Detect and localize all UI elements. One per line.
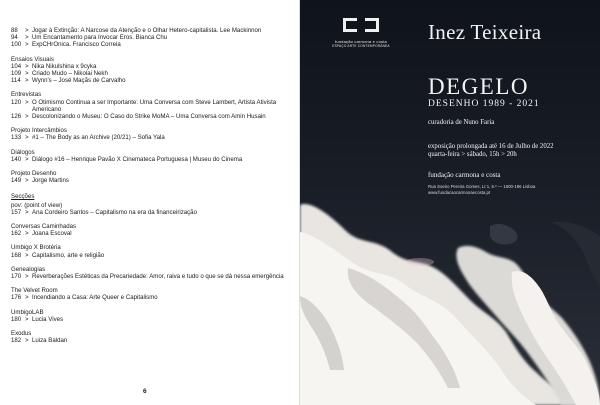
toc-entry xyxy=(11,316,288,323)
toc-page-number: 88 xyxy=(11,27,18,34)
toc-arrow: > xyxy=(25,134,29,142)
toc-section-title: Entrevistas xyxy=(11,91,42,99)
page-number: 6 xyxy=(143,388,147,395)
toc-entry-title: Descolonizando o Museu: O Caso do Strike MoMA – Uma Conversa com Amin Husain xyxy=(32,113,266,121)
toc-arrow: > xyxy=(25,294,29,302)
toc-entry-title: Um Encantamento para Invocar Eros. Bianca Chu xyxy=(32,34,168,42)
exhibition-poster xyxy=(300,0,600,405)
toc-arrow: > xyxy=(25,315,29,323)
toc-page-number: 140 xyxy=(11,155,22,163)
toc-arrow: > xyxy=(25,155,29,163)
toc-section xyxy=(11,287,288,301)
exhibition-subtitle: DESENHO 1989 - 2021 xyxy=(428,99,540,109)
toc-arrow: > xyxy=(25,27,29,34)
toc-arrow: > xyxy=(25,77,29,85)
foundation-name: fundação carmona e costa xyxy=(428,171,501,179)
toc-section-title: Projeto Desenho xyxy=(11,170,57,178)
toc-arrow: > xyxy=(25,251,29,259)
toc-arrow: > xyxy=(25,34,29,42)
foundation-logo xyxy=(330,16,392,49)
toc-entry xyxy=(11,252,288,259)
toc-section xyxy=(11,27,288,49)
toc-page-number: 100 xyxy=(11,41,22,49)
toc-section-title: Genealogias xyxy=(11,265,46,273)
toc-page-number: 168 xyxy=(11,251,22,259)
toc-entry-title: Reverberações Estéticas da Precariedade: Amor, raiva e tudo o que se dá nessa emergência xyxy=(32,273,284,281)
toc-entry xyxy=(11,209,288,216)
toc-entry xyxy=(11,27,288,34)
toc-page-number: 149 xyxy=(11,177,22,185)
toc-section-title: The Velvet Room xyxy=(11,287,58,295)
toc-page-number: 114 xyxy=(11,77,21,85)
toc-entry xyxy=(11,294,288,301)
toc-page-number: 180 xyxy=(11,315,22,323)
abstract-painting xyxy=(300,0,600,405)
toc-entry xyxy=(11,337,288,344)
toc-section xyxy=(11,309,288,323)
toc-section xyxy=(11,56,288,85)
toc-section-title: Ensaios Visuais xyxy=(11,55,54,63)
toc-section xyxy=(11,170,288,184)
toc-entry xyxy=(11,134,288,141)
toc-section xyxy=(11,149,288,163)
toc-section xyxy=(11,91,288,120)
secoes-heading: Secções xyxy=(11,193,35,201)
dates-line-2: quarta-feira > sábado, 15h > 20h xyxy=(428,151,517,159)
toc-section-title: Exodus xyxy=(11,330,32,338)
toc-entry xyxy=(11,77,288,84)
toc-section-title: Projeto Intercâmbios xyxy=(11,127,67,135)
toc-entry-title: Capitalismo, arte e religião xyxy=(32,251,105,259)
address-line-1: Rua Soeiro Pereira Gomes, Lt 1, 6.º — 1600-196 Lisboa xyxy=(428,184,536,189)
toc-entry-title: Joana Escoval xyxy=(32,230,72,238)
toc-entry-title: O Otimismo Continua a ser Importante: Uma Conversa com Steve Lambert, Artista Ativista Americano xyxy=(32,98,277,113)
exhibition-title: DEGELO xyxy=(428,74,529,99)
toc-arrow: > xyxy=(25,41,29,49)
toc-page-number: 170 xyxy=(11,273,22,281)
toc-entry xyxy=(11,230,288,237)
toc-entry xyxy=(11,156,288,163)
toc-page-number: 109 xyxy=(11,70,22,78)
toc-page-number: 176 xyxy=(11,294,22,302)
toc-section xyxy=(11,244,288,258)
toc-arrow: > xyxy=(25,62,29,70)
toc-page-number: 182 xyxy=(11,337,22,345)
toc-section-title: Conversas Caminhadas xyxy=(11,223,77,231)
toc-entry xyxy=(11,177,288,184)
toc-entry xyxy=(11,113,288,120)
toc-entry-title: Luiza Baldan xyxy=(32,337,68,345)
toc-section xyxy=(11,330,288,344)
toc-section xyxy=(11,202,288,216)
artist-name: Inez Teixeira xyxy=(428,20,542,44)
toc-arrow: > xyxy=(25,113,29,121)
toc-entry-title: Wynn's – José Maçãs de Carvalho xyxy=(32,77,126,85)
toc-section xyxy=(11,127,288,141)
toc-entry xyxy=(11,70,288,77)
toc-page-number: 157 xyxy=(11,208,22,216)
toc-page-number: 94 xyxy=(11,34,18,42)
toc-entry-title: Ana Cordeiro Santos – Capitalismo na era da financeirização xyxy=(32,208,197,216)
toc-arrow: > xyxy=(25,337,29,345)
toc-page-number: 162 xyxy=(11,230,22,238)
toc-entry-title: Incendiando a Casa: Arte Queer e Capitalismo xyxy=(32,294,158,302)
toc-section-title: UmbigoLAB xyxy=(11,308,44,316)
toc-entry-title: Lucia Vives xyxy=(32,315,64,323)
toc-arrow: > xyxy=(25,273,29,281)
toc-entry xyxy=(11,99,288,113)
toc-section xyxy=(11,223,288,237)
toc-entry-title: Jogar à Extinção: A Narcose da Atenção e o Olhar Hetero-capitalista. Lee Mackinnon xyxy=(32,27,262,34)
toc-entry xyxy=(11,63,288,70)
toc-arrow: > xyxy=(25,230,29,238)
toc-entry-title: ExpCHrOnica. Francisco Correia xyxy=(32,41,121,49)
toc-page-number: 133 xyxy=(11,134,22,142)
curator-credit: curadoria de Nuno Faria xyxy=(428,119,495,126)
logo-line-2: ESPAÇO ARTE CONTEMPORÂNEA xyxy=(332,44,390,48)
toc-entry xyxy=(11,34,288,41)
toc-section xyxy=(11,266,288,280)
dates-line-1: exposição prolongada até 16 de Julho de 2022 xyxy=(428,143,554,150)
toc-section-title: Diálogos xyxy=(11,148,35,156)
toc-entry-title: Nika Nikulshina x 9cyka xyxy=(32,62,97,70)
toc-arrow: > xyxy=(25,70,29,78)
toc-section-title: Umbigo X Brotéria xyxy=(11,244,61,252)
foundation-logo-mark-icon xyxy=(341,16,381,34)
toc-section-title: pov: (point of view) xyxy=(11,201,63,209)
address-line-2: www.fundacaocarmonaecosta.pt xyxy=(428,189,491,195)
toc-arrow: > xyxy=(25,208,29,216)
logo-line-1: fundação carmona e costa xyxy=(335,39,387,44)
toc-arrow: > xyxy=(25,177,29,185)
toc-page-number: 120 xyxy=(11,98,22,106)
exhibition-dates xyxy=(428,143,554,159)
toc-entry xyxy=(11,273,288,280)
toc-entry-title: Jorge Martins xyxy=(32,177,69,185)
foundation-address xyxy=(428,184,535,195)
toc-page-number: 104 xyxy=(11,62,22,70)
toc-entry-title: Criado Mudo – Nikolai Nekh xyxy=(32,70,108,78)
toc-page-number: 126 xyxy=(11,113,22,121)
toc-entry-title: #1 – The Body as an Archive (20/21) – Sofia Yala xyxy=(32,134,165,142)
toc-entry-title: Diálogo #16 – Henrique Pavão X Cinemateca Portuguesa | Museu do Cinema xyxy=(32,155,243,163)
toc-entry xyxy=(11,41,288,48)
toc-arrow: > xyxy=(25,98,29,106)
